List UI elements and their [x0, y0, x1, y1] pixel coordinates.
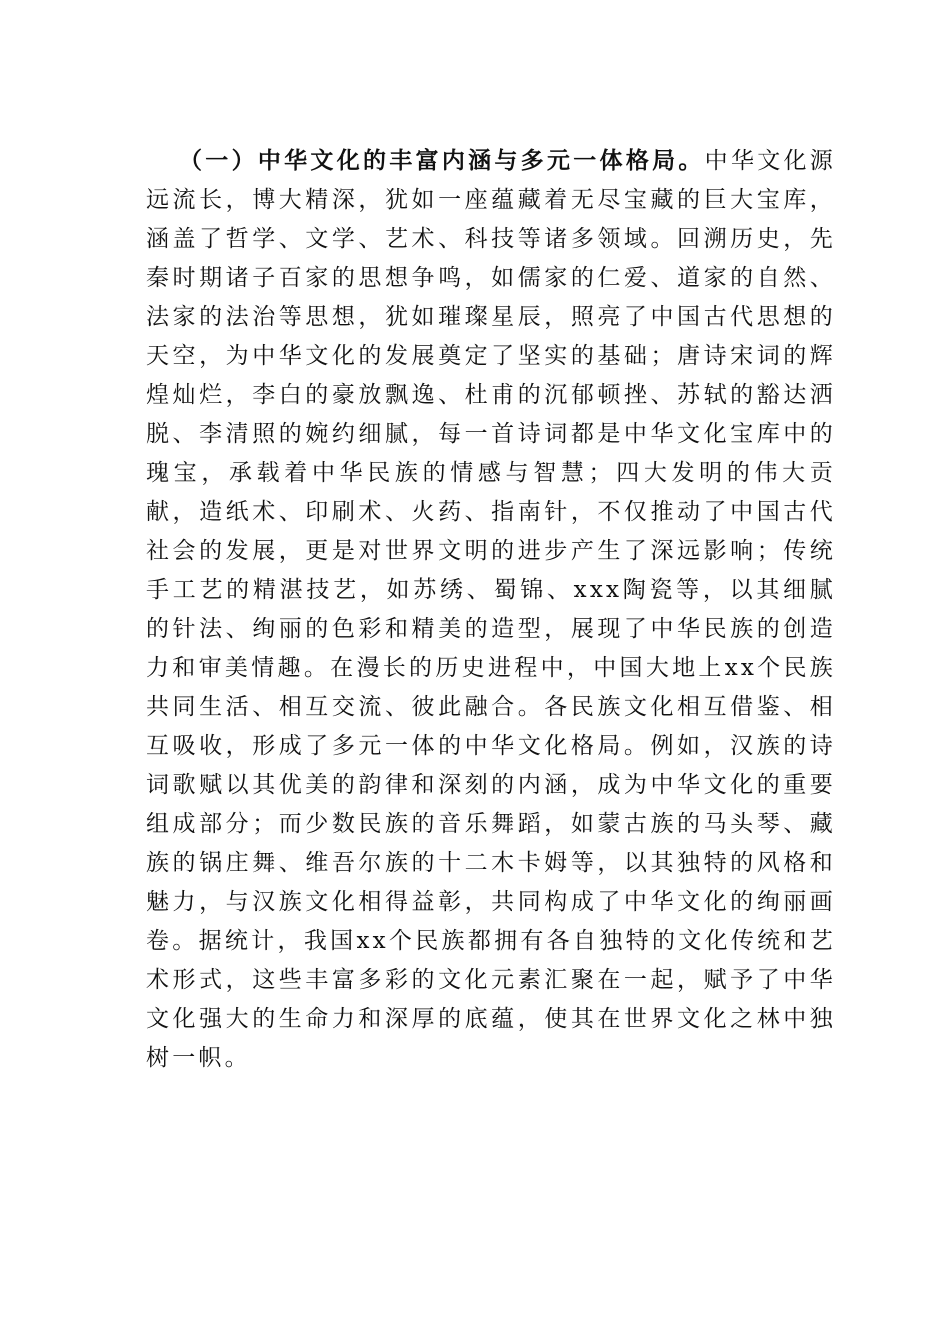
body-paragraph [146, 142, 836, 1078]
section-heading: （一）中华文化的丰富内涵与多元一体格局。 [179, 148, 705, 174]
paragraph-body-text: 中华文化源远流长，博大精深，犹如一座蕴藏着无尽宝藏的巨大宝库，涵盖了哲学、文学、艺术、科技等诸多领域。回溯历史，先秦时期诸子百家的思想争鸣，如儒家的仁爱、道家的自然、法家的法治等思想，犹如璀璨星辰，照亮了中国古代思想的天空，为中华文化的发展奠定了坚实的基础；唐诗宋词的辉煌灿烂，李白的豪放飘逸、杜甫的沉郁顿挫、苏轼的豁达洒脱、李清照的婉约细腻，每一首诗词都是中华文化宝库中的瑰宝，承载着中华民族的情感与智慧；四大发明的伟大贡献，造纸术、印刷术、火药、指南针，不仅推动了中国古代社会的发展，更是对世界文明的进步产生了深远影响；传统手工艺的精湛技艺，如苏绣、蜀锦、xxx陶瓷等，以其细腻的针法、绚丽的色彩和精美的造型，展现了中华民族的创造力和审美情趣。在漫长的历史进程中，中国大地上xx个民族共同生活、相互交流、彼此融合。各民族文化相互借鉴、相互吸收，形成了多元一体的中华文化格局。例如，汉族的诗词歌赋以其优美的韵律和深刻的内涵，成为中华文化的重要组成部分；而少数民族的音乐舞蹈，如蒙古族的马头琴、藏族的锅庄舞、维吾尔族的十二木卡姆等，以其独特的风格和魅力，与汉族文化相得益彰，共同构成了中华文化的绚丽画卷。据统计，我国xx个民族都拥有各自独特的文化传统和艺术形式，这些丰富多彩的文化元素汇聚在一起，赋予了中华文化强大的生命力和深厚的底蕴，使其在世界文化之林中独树一帜。 [146, 148, 837, 1071]
